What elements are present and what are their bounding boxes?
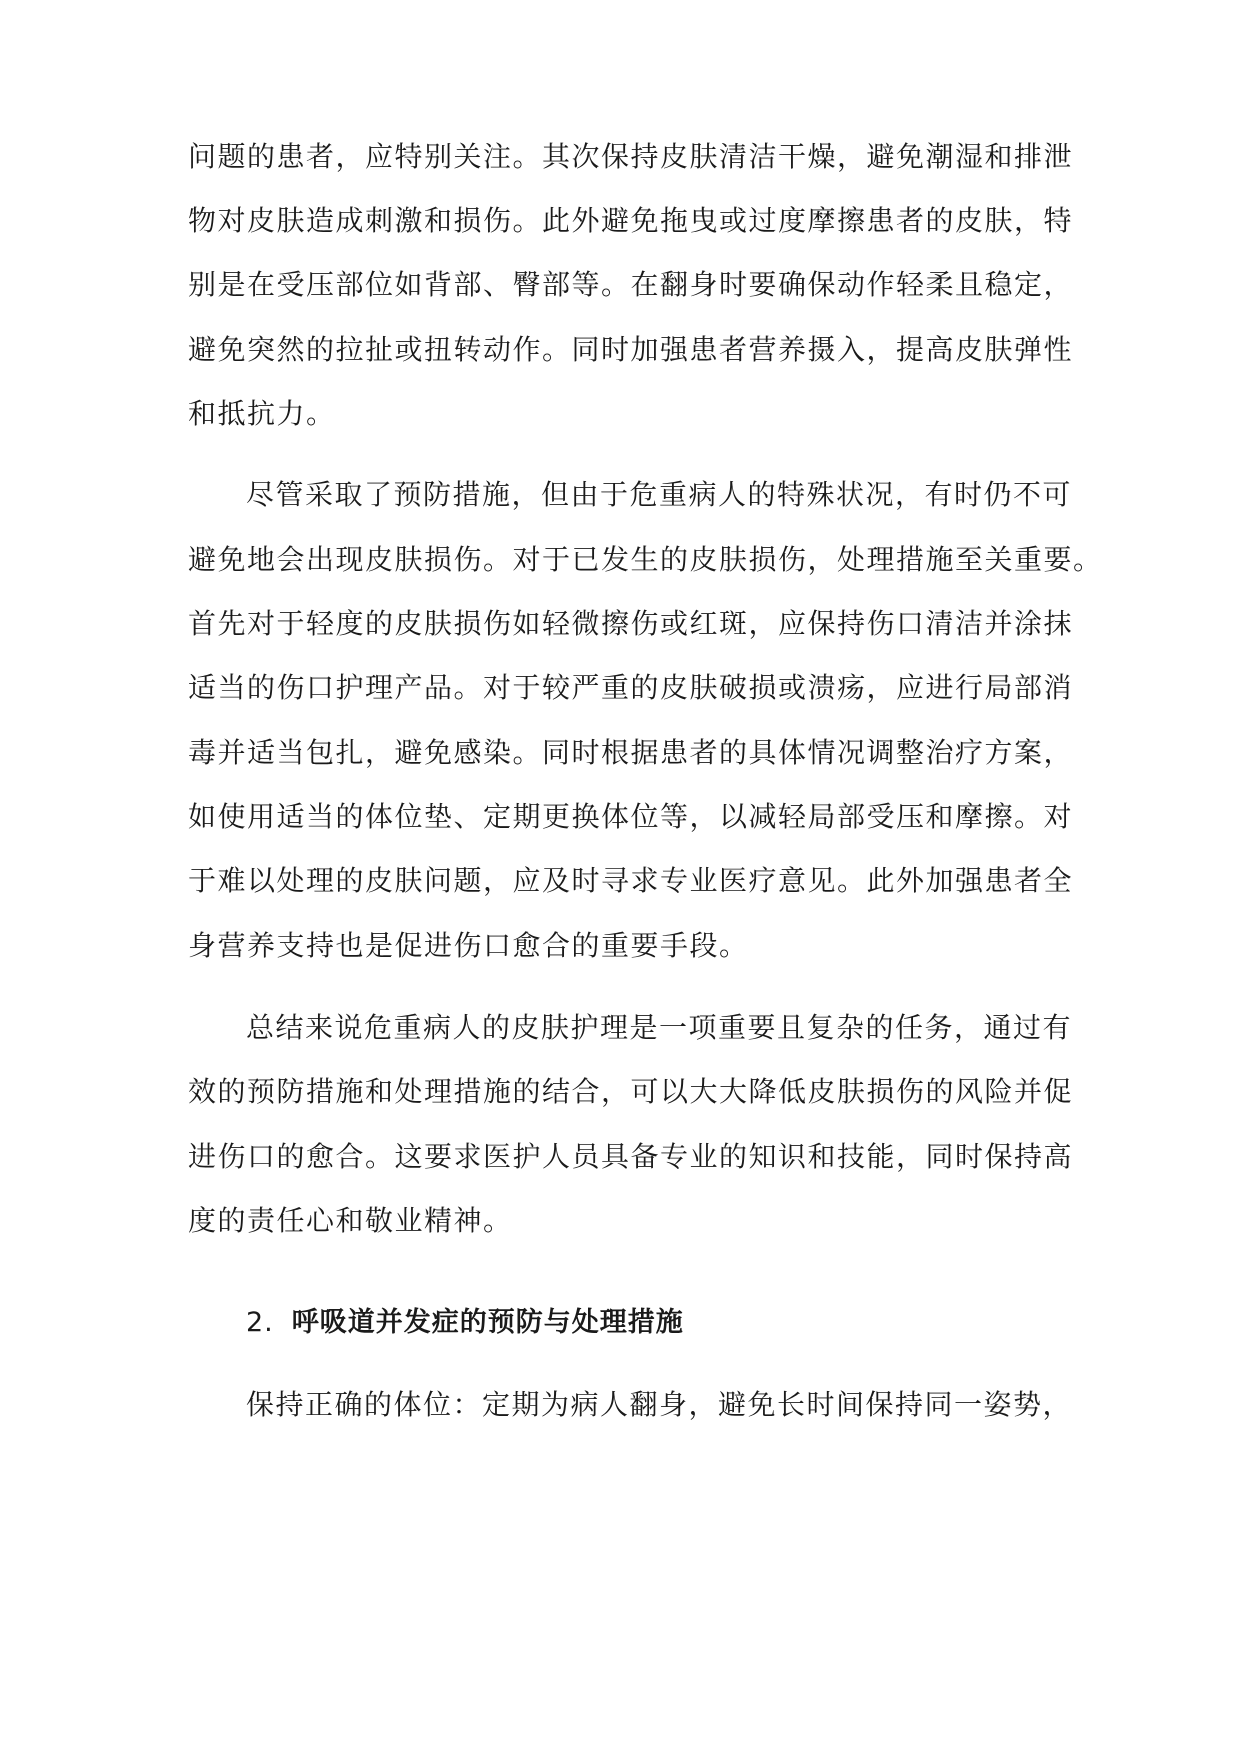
paragraph-line: 保持正确的体位：定期为病人翻身，避免长时间保持同一姿势， xyxy=(246,1388,1073,1421)
paragraph-line: 于难以处理的皮肤问题，应及时寻求专业医疗意见。此外加强患者全 xyxy=(188,864,1074,897)
section-heading xyxy=(246,1303,1058,1343)
paragraph-line: 首先对于轻度的皮肤损伤如轻微擦伤或红斑，应保持伤口清洁并涂抹 xyxy=(188,607,1074,640)
paragraph-line: 度的责任心和敬业精神。 xyxy=(188,1204,513,1237)
paragraph-line: 物对皮肤造成刺激和损伤。此外避免拖曳或过度摩擦患者的皮肤，特 xyxy=(188,204,1074,237)
section-title: 呼吸道并发症的预防与处理措施 xyxy=(291,1307,684,1338)
paragraph-line: 尽管采取了预防措施，但由于危重病人的特殊状况，有时仍不可 xyxy=(246,478,1073,511)
paragraph-line: 身营养支持也是促进伤口愈合的重要手段。 xyxy=(188,929,749,962)
paragraph-line: 问题的患者，应特别关注。其次保持皮肤清洁干燥，避免潮湿和排泄 xyxy=(188,140,1074,173)
paragraph-line: 避免地会出现皮肤损伤。对于已发生的皮肤损伤，处理措施至关重要。 xyxy=(188,543,1103,576)
paragraph-line: 如使用适当的体位垫、定期更换体位等，以减轻局部受压和摩擦。对 xyxy=(188,800,1074,833)
paragraph-line: 别是在受压部位如背部、臀部等。在翻身时要确保动作轻柔且稳定， xyxy=(188,268,1074,301)
paragraph-line: 避免突然的拉扯或扭转动作。同时加强患者营养摄入，提高皮肤弹性 xyxy=(188,333,1074,366)
paragraph-line: 适当的伤口护理产品。对于较严重的皮肤破损或溃疡，应进行局部消 xyxy=(188,671,1074,704)
paragraph-line: 效的预防措施和处理措施的结合，可以大大降低皮肤损伤的风险并促 xyxy=(188,1075,1074,1108)
paragraph-line: 毒并适当包扎，避免感染。同时根据患者的具体情况调整治疗方案， xyxy=(188,736,1074,769)
section-number: 2. xyxy=(246,1307,274,1338)
paragraph-line: 进伤口的愈合。这要求医护人员具备专业的知识和技能，同时保持高 xyxy=(188,1140,1074,1173)
paragraph-line: 总结来说危重病人的皮肤护理是一项重要且复杂的任务，通过有 xyxy=(246,1011,1073,1044)
paragraph-line: 和抵抗力。 xyxy=(188,397,336,430)
